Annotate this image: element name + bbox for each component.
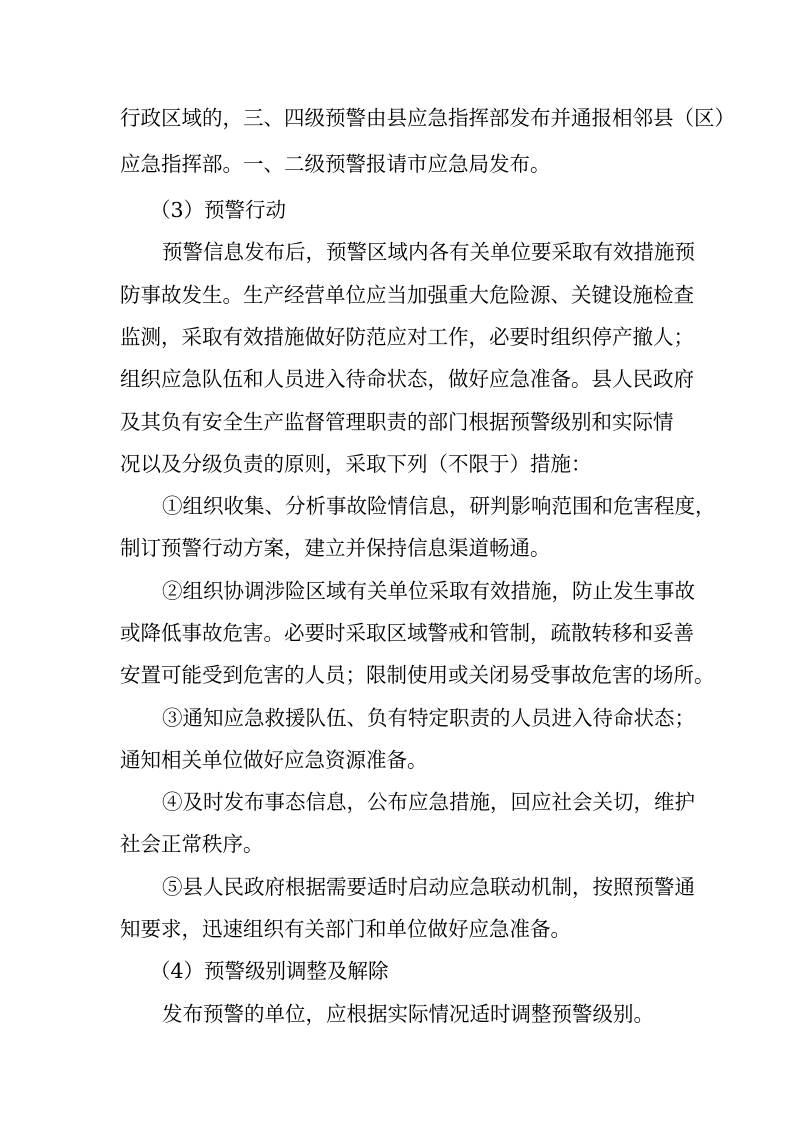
text-line: 安置可能受到危害的人员；限制使用或关闭易受事故危害的场所。: [120, 663, 715, 687]
text-line: 发布预警的单位，应根据实际情况适时调整预警级别。: [162, 1002, 654, 1026]
text-line: 监测，采取有效措施做好防范应对工作，必要时组织停产撤人；: [120, 325, 694, 349]
text-line: 防事故发生。生产经营单位应当加强重大危险源、关键设施检查: [120, 283, 694, 307]
list-item: ②组织协调涉险区域有关单位采取有效措施，防止发生事故: [162, 579, 695, 603]
text-line: 制订预警行动方案，建立并保持信息渠道畅通。: [120, 536, 551, 560]
text-line: 应急指挥部。一、二级预警报请市应急局发布。: [120, 152, 551, 176]
text-line: 及其负有安全生产监督管理职责的部门根据预警级别和实际情: [120, 410, 674, 434]
text-line: 组织应急队伍和人员进入待命状态，做好应急准备。县人民政府: [120, 367, 694, 391]
list-item: ④及时发布事态信息，公布应急措施，回应社会关切，维护: [162, 790, 695, 814]
text-line: 行政区域的，三、四级预警由县应急指挥部发布并通报相邻县（区）: [120, 106, 735, 130]
text-line: 况以及分级负责的原则，采取下列（不限于）措施：: [120, 452, 592, 476]
text-line: 预警信息发布后，预警区域内各有关单位要采取有效措施预: [162, 240, 695, 264]
list-item: ⑤县人民政府根据需要适时启动应急联动机制，按照预警通: [162, 875, 695, 899]
text-line: 社会正常秩序。: [120, 832, 264, 856]
section-heading: （4）预警级别调整及解除: [150, 959, 389, 983]
text-line: 或降低事故危害。必要时采取区域警戒和管制，疏散转移和妥善: [120, 621, 694, 645]
text-line: 通知相关单位做好应急资源准备。: [120, 748, 428, 772]
list-item: ①组织收集、分析事故险情信息，研判影响范围和危害程度，: [162, 494, 716, 518]
text-line: 知要求，迅速组织有关部门和单位做好应急准备。: [120, 917, 571, 941]
section-heading: （3）预警行动: [150, 198, 287, 222]
list-item: ③通知应急救援队伍、负有特定职责的人员进入待命状态；: [162, 706, 695, 730]
